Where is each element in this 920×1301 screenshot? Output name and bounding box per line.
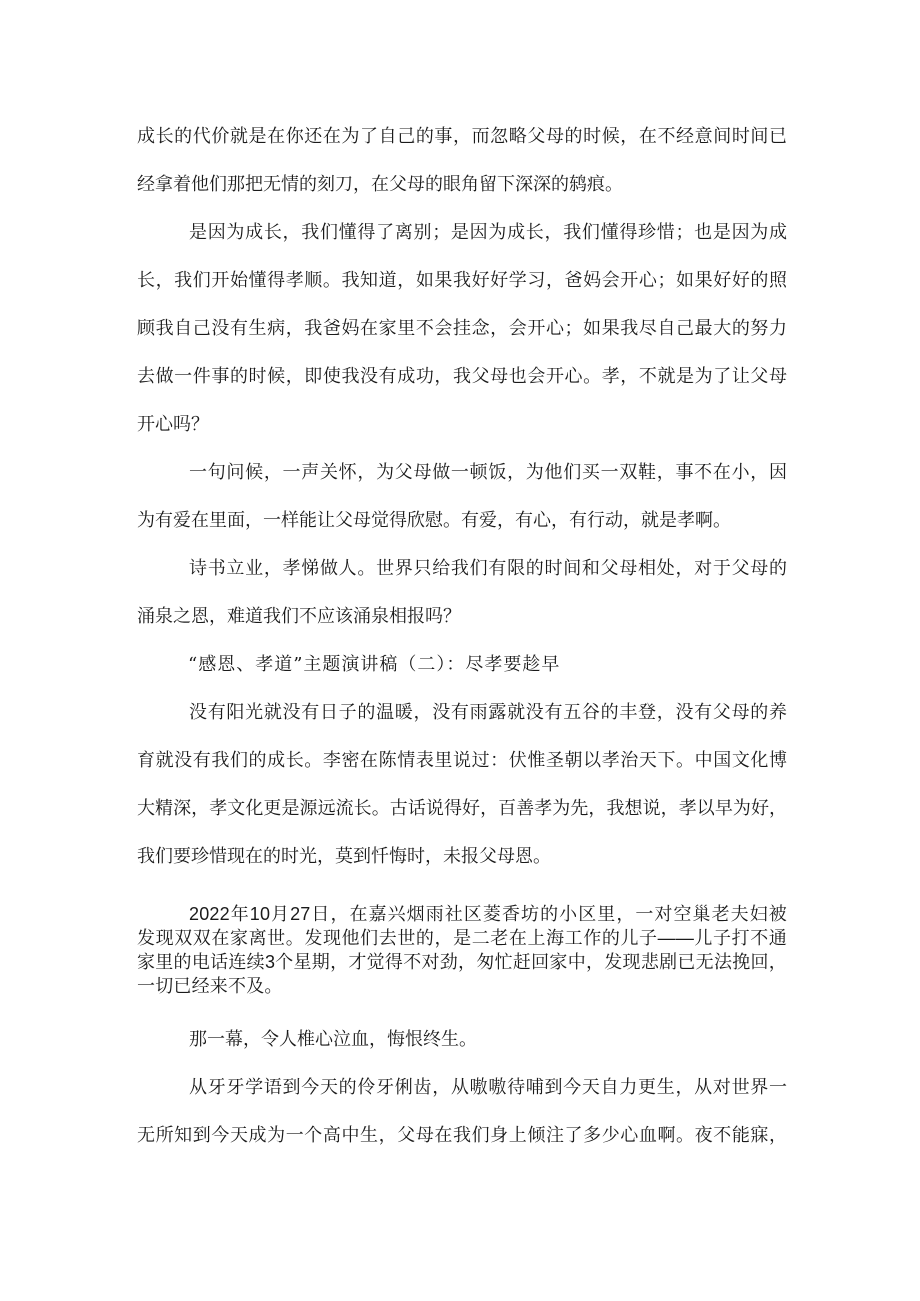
text-line: 无所知到今天成为一个高中生，父母在我们身上倾注了多少心血啊。夜不能寐， bbox=[137, 1125, 787, 1146]
text-line: 去做一件事的时候，即使我没有成功，我父母也会开心。孝，不就是为了让父母 bbox=[137, 366, 787, 387]
text-line: 长，我们开始懂得孝顺。我知道，如果我好好学习，爸妈会开心；如果好好的照 bbox=[137, 270, 787, 291]
text-line: 顾我自己没有生病，我爸妈在家里不会挂念，会开心；如果我尽自己最大的努力 bbox=[137, 318, 787, 339]
paragraph-start-line: 诗书立业，孝悌做人。世界只给我们有限的时间和父母相处，对于父母的 bbox=[189, 558, 787, 579]
section-heading: “感恩、孝道”主题演讲稿（二）：尽孝要趁早 bbox=[188, 654, 561, 675]
text-line: 一切已经来不及。 bbox=[137, 976, 283, 996]
text-line: 育就没有我们的成长。李密在陈情表里说过：伏惟圣朝以孝治天下。中国文化博 bbox=[137, 750, 787, 771]
text-line: 我们要珍惜现在的时光，莫到忏悔时，未报父母恩。 bbox=[137, 846, 551, 867]
text-line: 发现双双在家离世。发现他们去世的，是二老在上海工作的儿子——儿子打不通 bbox=[137, 928, 787, 948]
paragraph-start-line: 是因为成长，我们懂得了离别；是因为成长，我们懂得珍惜；也是因为成 bbox=[189, 222, 787, 243]
text-line: 经拿着他们那把无情的刻刀，在父母的眼角留下深深的鸫痕。 bbox=[137, 174, 623, 195]
text-line: 成长的代价就是在你还在为了自己的事，而忽略父母的时候，在不经意间时间已 bbox=[137, 126, 787, 147]
paragraph-start-line: 从牙牙学语到今天的伶牙俐齿，从嗷嗷待哺到今天自力更生，从对世界一 bbox=[189, 1077, 787, 1098]
text-line: 大精深，孝文化更是源远流长。古话说得好，百善孝为先，我想说，孝以早为好， bbox=[137, 798, 787, 819]
paragraph-start-line: 一句问候，一声关怀，为父母做一顿饭，为他们买一双鞋，事不在小，因 bbox=[189, 462, 787, 483]
paragraph-start-line: 那一幕，令人椎心泣血，悔恨终生。 bbox=[189, 1029, 477, 1050]
text-line: 家里的电话连续3个星期，才觉得不对劲，匆忙赶回家中，发现悲剧已无法挽回， bbox=[137, 952, 787, 972]
paragraph-start-line: 没有阳光就没有日子的温暖，没有雨露就没有五谷的丰登，没有父母的养 bbox=[189, 702, 787, 723]
text-line: 开心吗？ bbox=[137, 414, 209, 435]
paragraph-start-line: 2022年10月27日，在嘉兴烟雨社区菱香坊的小区里，一对空巢老夫妇被 bbox=[189, 904, 787, 924]
text-line: 为有爱在里面，一样能让父母觉得欣慰。有爱，有心，有行动，就是孝啊。 bbox=[137, 510, 731, 531]
text-line: 涌泉之恩，难道我们不应该涌泉相报吗？ bbox=[137, 606, 461, 627]
